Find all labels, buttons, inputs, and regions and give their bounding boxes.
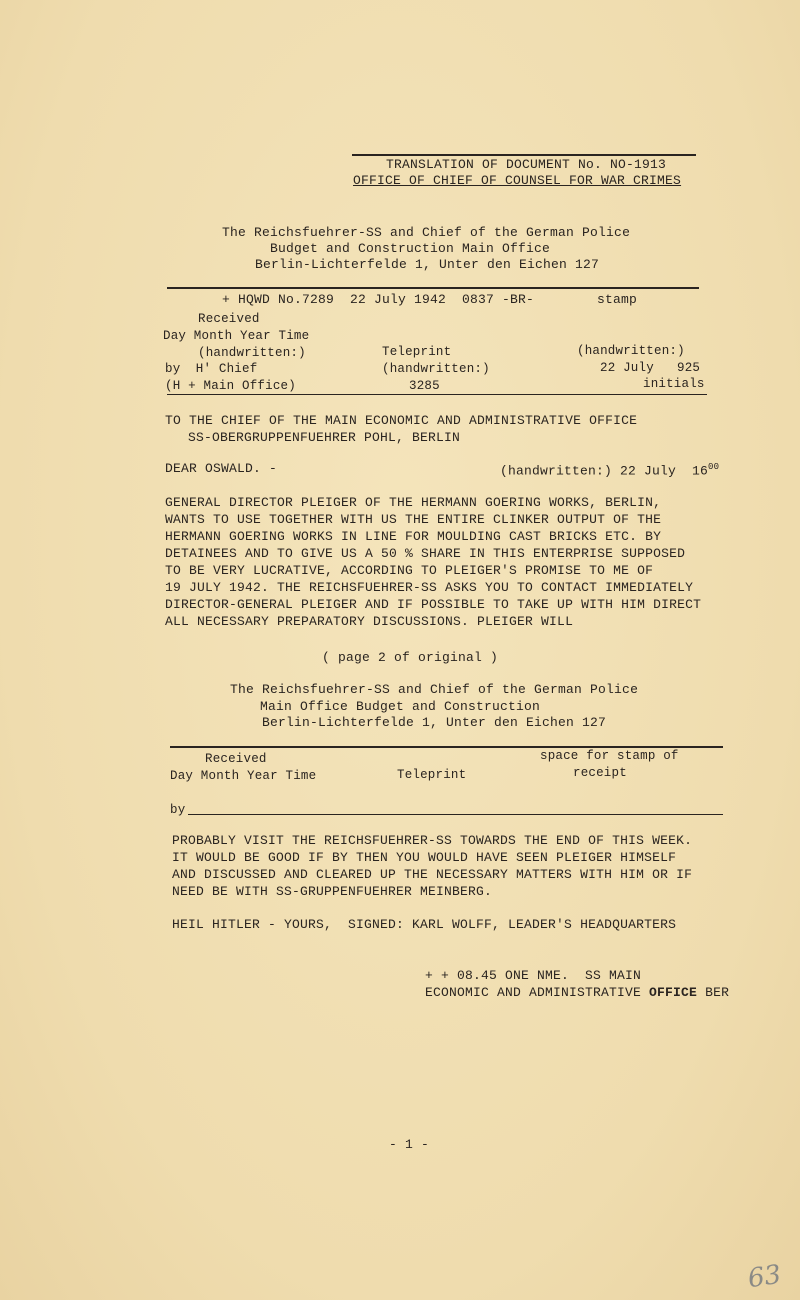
handwritten-date bbox=[500, 459, 719, 479]
teleprint-2-label: Teleprint bbox=[397, 768, 467, 782]
body-2-line-1: PROBABLY VISIT THE REICHSFUEHRER-SS TOWARDS THE END OF THIS WEEK. bbox=[172, 833, 693, 848]
receipt-1-bottom-rule bbox=[167, 394, 707, 395]
letterhead-1-line-3: Berlin-Lichterfelde 1, Unter den Eichen 127 bbox=[255, 257, 600, 272]
receipt-2-bottom-rule bbox=[188, 814, 723, 815]
letterhead-1-line-1: The Reichsfuehrer-SS and Chief of the German Police bbox=[222, 225, 631, 240]
closing-signature: HEIL HITLER - YOURS, SIGNED: KARL WOLFF, LEADER'S HEADQUARTERS bbox=[172, 917, 677, 932]
handwritten-left: (handwritten:) bbox=[198, 346, 306, 360]
transmit-line-2c: BER bbox=[697, 985, 730, 1000]
body-1-line-8: ALL NECESSARY PREPARATORY DISCUSSIONS. PLEIGER WILL bbox=[165, 614, 574, 629]
page-marker: ( page 2 of original ) bbox=[322, 650, 499, 665]
initials-label: initials bbox=[643, 377, 705, 391]
main-office-label: (H + Main Office) bbox=[165, 379, 296, 393]
body-1-line-1: GENERAL DIRECTOR PLEIGER OF THE HERMANN GOERING WORKS, BERLIN, bbox=[165, 495, 662, 510]
office-title: OFFICE OF CHIEF OF COUNSEL FOR WAR CRIMES bbox=[353, 173, 682, 188]
transmit-line-2b: OFFICE bbox=[649, 985, 698, 1000]
body-2-line-3: AND DISCUSSED AND CLEARED UP THE NECESSARY MATTERS WITH HIM OR IF bbox=[172, 867, 693, 882]
body-1-line-2: WANTS TO USE TOGETHER WITH US THE ENTIRE CLINKER OUTPUT OF THE bbox=[165, 512, 662, 527]
body-1-line-6: 19 JULY 1942. THE REICHSFUEHRER-SS ASKS YOU TO CONTACT IMMEDIATELY bbox=[165, 580, 694, 595]
translation-title: TRANSLATION OF DOCUMENT No. NO-1913 bbox=[386, 157, 667, 172]
handwritten-date-text: (handwritten:) 22 July 16 bbox=[500, 463, 709, 479]
body-1-line-3: HERMANN GOERING WORKS IN LINE FOR MOULDING CAST BRICKS ETC. BY bbox=[165, 529, 662, 544]
transmit-line-2a: ECONOMIC AND ADMINISTRATIVE bbox=[425, 985, 650, 1000]
letterhead-2-line-1: The Reichsfuehrer-SS and Chief of the German Police bbox=[230, 682, 639, 697]
received-2-label: Received bbox=[205, 752, 267, 766]
page-number: - 1 - bbox=[389, 1137, 430, 1152]
body-2-line-4: NEED BE WITH SS-GRUPPENFUEHRER MEINBERG. bbox=[172, 884, 493, 899]
header-top-rule bbox=[352, 154, 696, 156]
addressee-line-2: SS-OBERGRUPPENFUEHRER POHL, BERLIN bbox=[188, 430, 461, 445]
by-chief: by H' Chief bbox=[165, 362, 258, 376]
salutation: DEAR OSWALD. - bbox=[165, 461, 278, 476]
handwritten-date-sup: 00 bbox=[708, 462, 720, 472]
body-1-line-7: DIRECTOR-GENERAL PLEIGER AND IF POSSIBLE TO TAKE UP WITH HIM DIRECT bbox=[165, 597, 702, 612]
hqwd-line: + HQWD No.7289 22 July 1942 0837 -BR- bbox=[222, 292, 535, 307]
receipt-1-top-rule bbox=[167, 287, 699, 289]
letterhead-2-line-3: Berlin-Lichterfelde 1, Unter den Eichen 127 bbox=[262, 715, 607, 730]
transmit-line-2 bbox=[425, 985, 729, 1001]
space-for-stamp: space for stamp of bbox=[540, 749, 679, 763]
receipt-number: 3285 bbox=[409, 379, 440, 393]
letterhead-2-line-2: Main Office Budget and Construction bbox=[260, 699, 541, 714]
teleprint-label: Teleprint bbox=[382, 345, 452, 359]
body-2-line-2: IT WOULD BE GOOD IF BY THEN YOU WOULD HAVE SEEN PLEIGER HIMSELF bbox=[172, 850, 677, 865]
body-1-line-4: DETAINEES AND TO GIVE US A 50 % SHARE IN THIS ENTERPRISE SUPPOSED bbox=[165, 546, 686, 561]
archive-number: 63 bbox=[746, 1259, 784, 1295]
handwritten-right: (handwritten:) bbox=[577, 344, 685, 358]
transmit-line-1: + + 08.45 ONE NME. SS MAIN bbox=[425, 968, 642, 983]
receipt-label: receipt bbox=[573, 766, 627, 780]
handwritten-mid: (handwritten:) bbox=[382, 362, 490, 376]
day-month-2-label: Day Month Year Time bbox=[170, 769, 317, 783]
stamp-label: stamp bbox=[597, 292, 638, 307]
letterhead-1-line-2: Budget and Construction Main Office bbox=[270, 241, 551, 256]
date-right: 22 July 925 bbox=[600, 361, 701, 375]
received-label: Received bbox=[198, 312, 260, 326]
by-label: by bbox=[170, 803, 186, 817]
day-month-label: Day Month Year Time bbox=[163, 329, 310, 343]
body-1-line-5: TO BE VERY LUCRATIVE, ACCORDING TO PLEIGER'S PROMISE TO ME OF bbox=[165, 563, 654, 578]
addressee-line-1: TO THE CHIEF OF THE MAIN ECONOMIC AND ADMINISTRATIVE OFFICE bbox=[165, 413, 638, 428]
